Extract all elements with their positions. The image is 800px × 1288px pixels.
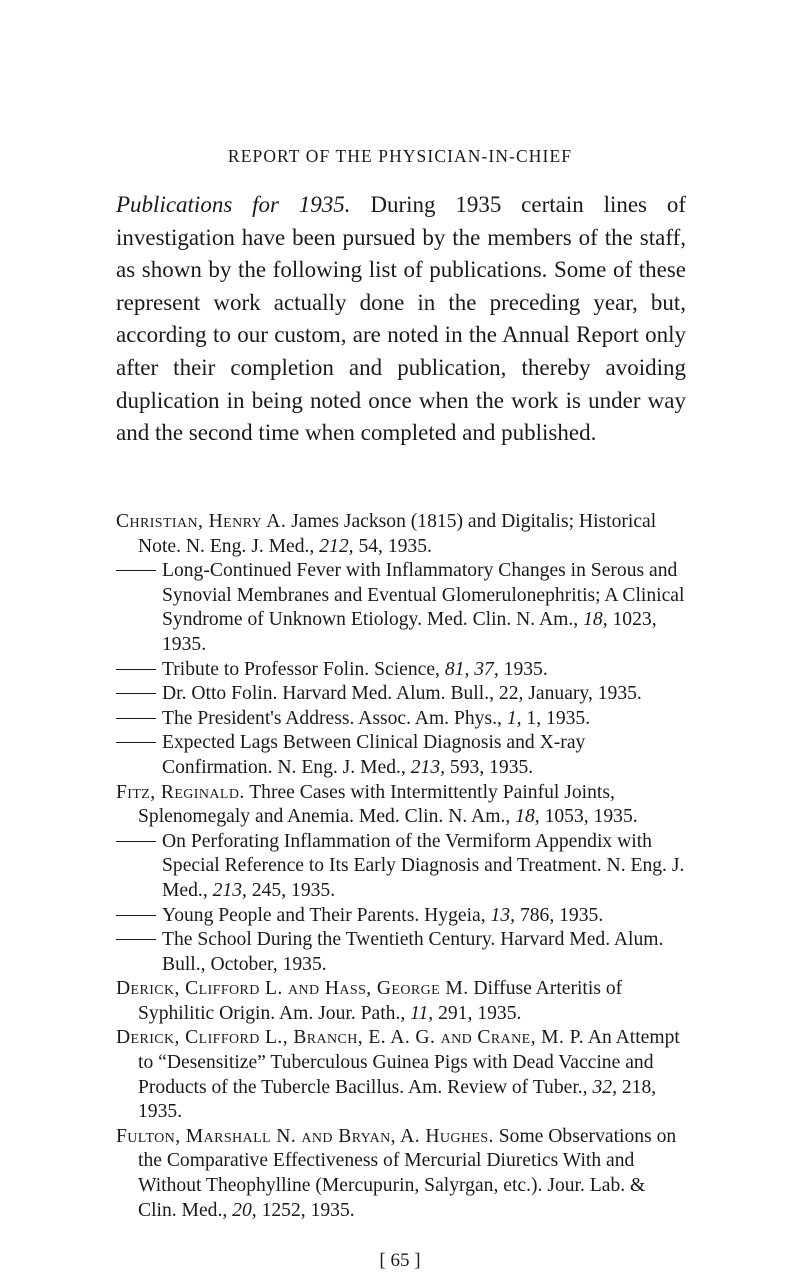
publication-entry [116,658,686,683]
entry-volume: 13, [490,904,516,926]
entry-text: Young People and Their Parents. Hygeia, [162,904,486,926]
page-number: [ 65 ] [379,1250,421,1271]
entry-text: An Attempt to “Desensitize” Tuberculous Guinea Pigs with Dead Vaccine and Products of the Tubercle Bacillus. Am. Review of Tuber., [138,1027,680,1098]
intro-paragraph [116,189,686,450]
entry-volume: 32, [592,1076,617,1098]
ditto-dash [116,693,156,694]
publication-entry [116,682,686,707]
entry-volume: 18, [515,806,540,828]
entry-tail: 1, 1935. [526,707,591,729]
entry-author: Derick, Clifford L., Branch, E. A. G. and Crane, M. P. [116,1027,585,1049]
entry-volume: 213, [212,879,247,901]
entry-author: Christian, Henry A. [116,511,287,532]
running-head: REPORT OF THE PHYSICIAN-IN-CHIEF [227,146,573,166]
entry-text: Tribute to Professor Folin. Science, [162,658,440,680]
entry-tail: 1053, 1935. [544,806,638,828]
entry-text: The School During the Twentieth Century. Harvard Med. Alum. Bull., October, 1935. [162,929,664,975]
entry-volume: 81, 37, [444,658,499,680]
ditto-dash [116,915,156,916]
entry-text: Dr. Otto Folin. Harvard Med. Alum. Bull., 22, January, 1935. [162,683,642,705]
publication-entry [116,731,686,780]
entry-volume: 11, [410,1002,434,1024]
entry-volume: 18, [583,609,608,631]
publication-entry [116,707,686,732]
entry-text: Expected Lags Between Clinical Diagnosis and X-ray Confirmation. N. Eng. J. Med., [162,732,586,778]
entry-volume: 212, [319,535,354,557]
publication-entry [116,1125,686,1223]
ditto-dash [116,742,156,743]
section-lead: Publications for 1935. [116,192,351,217]
entry-tail: 291, 1935. [438,1002,522,1024]
entry-tail: 1935. [503,658,548,680]
entry-volume: 20, [232,1199,257,1221]
entry-tail: 1252, 1935. [261,1199,355,1221]
entry-text: Some Observations on the Comparative Effectiveness of Mercurial Diuretics With and Without Theophylline (Mercupurin, Salyrgan, etc.). Jour. Lab. & Clin. Med., [138,1125,677,1221]
ditto-dash [116,841,156,842]
intro-body: During 1935 certain lines of investigation have been pursued by the members of the staff, as shown by the following list of publications. Some of these represent work actually done in the preceding year, but, according to our custom, are noted in the Annual Report only after their completion and publication, thereby avoiding duplication in being noted once when the work is under way and the second time when completed and published. [116,192,686,446]
entry-text: Long-Continued Fever with Inflammatory Changes in Serous and Synovial Membranes and Eventual Glomerulonephritis; A Clinical Syndrome of Unknown Etiology. Med. Clin. N. Am., [162,560,685,631]
entry-text: Three Cases with Intermittently Painful Joints, Splenomegaly and Anemia. Med. Clin. N. Am., [138,781,615,828]
ditto-dash [116,718,156,719]
entry-tail: 218, 1935. [138,1076,657,1123]
publication-entry [116,830,686,904]
publication-entry [116,510,686,559]
entry-volume: 213, [410,756,446,778]
entry-text: On Perforating Inflammation of the Vermiform Appendix with Special Reference to Its Early Diagnosis and Treatment. N. Eng. J. Med., [162,830,685,901]
entry-volume: 1, [506,707,522,729]
entry-tail: 245, 1935. [251,879,336,901]
entry-text: The President's Address. Assoc. Am. Phys., [162,707,502,729]
publication-entry [116,928,686,977]
ditto-dash [116,570,156,571]
entry-author: Fitz, Reginald. [116,781,245,803]
entry-author: Fulton, Marshall N. and Bryan, A. Hughes. [116,1125,494,1147]
publication-entry [116,781,686,830]
ditto-dash [116,939,156,940]
entry-tail: 786, 1935. [519,904,604,926]
publication-entry [116,1026,686,1124]
entry-tail: 593, 1935. [449,756,534,778]
publication-list [116,510,686,1223]
publication-entry [116,977,686,1026]
entry-tail: 1023, 1935. [162,609,657,655]
entry-text: Diffuse Arteritis of Syphilitic Origin. Am. Jour. Path., [138,978,623,1024]
ditto-dash [116,669,156,670]
publication-entry [116,559,686,657]
publication-entry [116,904,686,929]
entry-author: Derick, Clifford L. and Hass, George M. [116,978,469,1000]
entry-text: James Jackson (1815) and Digitalis; Historical Note. N. Eng. J. Med., [138,511,657,557]
entry-tail: 54, 1935. [358,535,432,557]
